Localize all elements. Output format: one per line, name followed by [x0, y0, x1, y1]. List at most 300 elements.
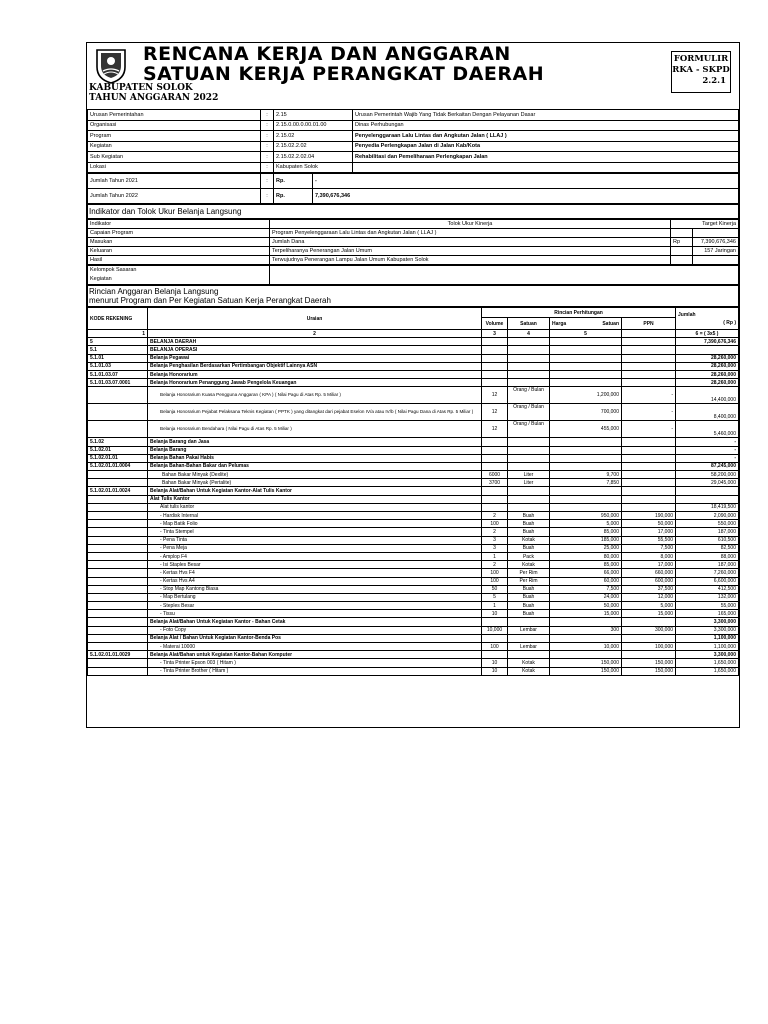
- jumlah-cell: 187,000: [676, 561, 739, 569]
- uraian-cell: Bahan Bakar Minyak (Pertalite): [148, 479, 482, 487]
- volume-cell: 2: [482, 528, 508, 536]
- tolok-ukur-value: Program Penyelenggaraan Lalu Lintas dan Angkutan Jalan ( LLAJ ): [270, 229, 671, 238]
- volume-cell: 2: [482, 561, 508, 569]
- ppn-cell: [622, 634, 676, 642]
- rincian-title-2: menurut Program dan Per Kegiatan Satuan Kerja Perangkat Daerah: [89, 296, 331, 305]
- kode-rekening-cell: [88, 479, 148, 487]
- uraian-cell: Belanja Honorarium Pejabat Pelaksana Teknis Kegiatan ( PPTK ) yang ditangkat dari pejabat Eselon IV/a atau IV/b ( Nilai Pagu Dana di Atas Rp. 5 Miliar ): [148, 404, 482, 421]
- satuan-cell: Liter: [508, 471, 550, 479]
- satuan-cell: Buah: [508, 544, 550, 552]
- table-row: [88, 610, 739, 618]
- col-number-6: 6 = ( 3x5 ): [676, 330, 739, 338]
- harga-satuan-cell: [550, 618, 622, 626]
- kode-rekening-cell: [88, 643, 148, 651]
- satuan-cell: Orang / Bulan: [508, 421, 550, 438]
- jumlah-currency: Rp.: [274, 189, 313, 204]
- satuan-cell: Kotak: [508, 561, 550, 569]
- harga-satuan-cell: 185,000: [550, 536, 622, 544]
- kode-rekening-cell: [88, 610, 148, 618]
- uraian-cell: - Pena Meja: [148, 544, 482, 552]
- indikator-section: [87, 204, 739, 219]
- jumlah-cell: 28,260,000: [676, 362, 739, 370]
- table-row: [88, 626, 739, 634]
- satuan-cell: Buah: [508, 593, 550, 601]
- uraian-cell: - Map Bertulang: [148, 593, 482, 601]
- title-line-1: RENCANA KERJA DAN ANGGARAN: [143, 43, 511, 65]
- info-table: [87, 109, 739, 173]
- satuan-cell: Buah: [508, 610, 550, 618]
- table-row: [88, 454, 739, 462]
- harga-satuan-cell: 66,000: [550, 569, 622, 577]
- jumlah-cell: 610,500: [676, 536, 739, 544]
- tolok-ukur-value: Jumlah Dana: [270, 238, 671, 247]
- kode-rekening-cell: [88, 634, 148, 642]
- volume-cell: 5: [482, 593, 508, 601]
- uraian-cell: - Map Batik Folio: [148, 520, 482, 528]
- indikator-section-title: Indikator dan Tolok Ukur Belanja Langsung: [88, 205, 739, 219]
- volume-cell: 3: [482, 536, 508, 544]
- target-value: [693, 229, 739, 238]
- target-value: 7,390,676,346: [693, 238, 739, 247]
- indikator-label: Keluaran: [88, 247, 270, 256]
- info-description: Penyelenggaraan Lalu Lintas dan Angkutan Jalan ( LLAJ ): [353, 131, 739, 142]
- uraian-cell: Belanja Alat/Bahan Untuk Kegiatan Kantor-Alat Tulis Kantor: [148, 487, 482, 495]
- kode-rekening-cell: [88, 528, 148, 536]
- table-row: [88, 618, 739, 626]
- table-row: [88, 479, 739, 487]
- harga-satuan-cell: 300: [550, 626, 622, 634]
- volume-cell: 10: [482, 667, 508, 675]
- indikator-col-header: Indikator: [88, 220, 270, 229]
- form-type: RKA - SKPD: [672, 65, 730, 75]
- tolok-ukur-value: Terpeliharanya Penerangan Jalan Umum: [270, 247, 671, 256]
- table-row: [88, 446, 739, 454]
- jumlah-cell: 3,300,000: [676, 651, 739, 659]
- kode-rekening-cell: [88, 536, 148, 544]
- volume-cell: [482, 495, 508, 503]
- harga-satuan-cell: 150,000: [550, 667, 622, 675]
- satuan-header: Satuan: [508, 318, 550, 330]
- ppn-cell: 50,000: [622, 520, 676, 528]
- ppn-cell: 5,000: [622, 602, 676, 610]
- info-row: [88, 162, 739, 173]
- uraian-cell: - Steples Besar: [148, 602, 482, 610]
- ppn-cell: [622, 446, 676, 454]
- jumlah-cell: 1,650,000: [676, 659, 739, 667]
- jumlah-cell: 28,260,000: [676, 370, 739, 378]
- jumlah-header-label: Jumlah: [678, 311, 696, 318]
- satuan-cell: Buah: [508, 528, 550, 536]
- satuan-cell: Pack: [508, 552, 550, 560]
- uraian-cell: BELANJA OPERASI: [148, 346, 482, 354]
- table-row: [88, 667, 739, 675]
- info-row: [88, 110, 739, 121]
- info-row: [88, 152, 739, 163]
- harga-satuan-cell: [550, 370, 622, 378]
- volume-cell: 100: [482, 520, 508, 528]
- satuan-cell: [508, 651, 550, 659]
- table-row: [88, 404, 739, 421]
- uraian-cell: BELANJA DAERAH: [148, 338, 482, 346]
- uraian-cell: - Tinta Stempel: [148, 528, 482, 536]
- kode-rekening-cell: [88, 585, 148, 593]
- ppn-cell: [622, 618, 676, 626]
- info-label: Lokasi: [88, 162, 261, 173]
- jumlah-cell: -: [676, 446, 739, 454]
- ppn-cell: [622, 495, 676, 503]
- kode-rekening-cell: [88, 520, 148, 528]
- volume-cell: 1: [482, 552, 508, 560]
- volume-cell: [482, 634, 508, 642]
- harga-satuan-cell: 700,000: [550, 404, 622, 421]
- table-row: [88, 346, 739, 354]
- form-number: 2.2.1: [702, 76, 726, 86]
- ppn-cell: [622, 354, 676, 362]
- uraian-cell: Belanja Honorarium Kuasa Pengguna Anggaran ( KPA ) ( Nilai Pagu di Atas Rp. 5 Miliar ): [148, 387, 482, 404]
- info-code: 2.15.02.2.02.04: [274, 152, 353, 163]
- table-row: [88, 503, 739, 511]
- info-colon: :: [261, 141, 274, 152]
- satuan-cell: Lembar: [508, 643, 550, 651]
- ppn-cell: [622, 370, 676, 378]
- uraian-cell: Belanja Pegawai: [148, 354, 482, 362]
- satuan-cell: Kotak: [508, 536, 550, 544]
- volume-cell: 100: [482, 569, 508, 577]
- satuan-cell: [508, 634, 550, 642]
- uraian-cell: Belanja Barang: [148, 446, 482, 454]
- indikator-row: [88, 256, 739, 265]
- uraian-cell: - Amplop F4: [148, 552, 482, 560]
- jumlah-header: [676, 308, 739, 330]
- kode-rekening-cell: [88, 667, 148, 675]
- satuan-cell: Kotak: [508, 667, 550, 675]
- volume-cell: 100: [482, 643, 508, 651]
- uraian-cell: Belanja Alat / Bahan Untuk Kegiatan Kantor-Benda Pos: [148, 634, 482, 642]
- volume-cell: 12: [482, 421, 508, 438]
- volume-cell: 6000: [482, 471, 508, 479]
- uraian-header: Uraian: [148, 308, 482, 330]
- volume-cell: [482, 338, 508, 346]
- harga-satuan-cell: 24,000: [550, 593, 622, 601]
- kode-rekening-cell: [88, 577, 148, 585]
- uraian-cell: Belanja Honorarium Penanggung Jawab Pengelola Keuangan: [148, 379, 482, 387]
- jumlah-cell: 1,100,000: [676, 634, 739, 642]
- jumlah-cell: -: [676, 438, 739, 446]
- volume-cell: 50: [482, 585, 508, 593]
- ppn-cell: 17,000: [622, 561, 676, 569]
- kode-rekening-cell: [88, 512, 148, 520]
- target-currency: Rp: [671, 238, 693, 247]
- document-header: [87, 43, 739, 85]
- volume-cell: [482, 651, 508, 659]
- satuan-cell: Orang / Bulan: [508, 387, 550, 404]
- uraian-cell: Belanja Alat/Bahan untuk Kegiatan Kantor-Bahan Komputer: [148, 651, 482, 659]
- jumlah-cell: 2,090,000: [676, 512, 739, 520]
- kode-rekening-cell: 5: [88, 338, 148, 346]
- kode-rekening-cell: [88, 552, 148, 560]
- kode-rekening-cell: 5.1.01.03.07.0001: [88, 379, 148, 387]
- harga-satuan-cell: [550, 446, 622, 454]
- col-number-1: 1: [88, 330, 148, 338]
- volume-cell: [482, 462, 508, 470]
- harga-satuan-cell: 455,000: [550, 421, 622, 438]
- jumlah-cell: [676, 487, 739, 495]
- satuan-cell: Per Rim: [508, 569, 550, 577]
- harga-satuan-cell: 1,200,000: [550, 387, 622, 404]
- form-label: FORMULIR: [673, 54, 729, 64]
- harga-satuan-cell: 5,000: [550, 520, 622, 528]
- target-value: 157 Jaringan: [693, 247, 739, 256]
- jumlah-colon: :: [261, 174, 274, 189]
- kode-rekening-cell: [88, 421, 148, 438]
- ppn-cell: 660,000: [622, 569, 676, 577]
- info-description: Dinas Perhubungan: [353, 120, 739, 131]
- table-row: [88, 338, 739, 346]
- volume-cell: 10,000: [482, 626, 508, 634]
- satuan-cell: [508, 346, 550, 354]
- ppn-cell: [622, 338, 676, 346]
- kode-rekening-cell: [88, 503, 148, 511]
- jumlah-row: [88, 189, 739, 204]
- uraian-cell: Alat Tulis Kantor: [148, 495, 482, 503]
- info-row: [88, 141, 739, 152]
- satuan-cell: [508, 370, 550, 378]
- region-block: [87, 85, 739, 109]
- satuan-cell: [508, 362, 550, 370]
- ppn-cell: -: [622, 421, 676, 438]
- jumlah-cell: 82,500: [676, 544, 739, 552]
- uraian-cell: Belanja Honorarium Bendahara ( Nilai Pagu di Atas Rp. 5 Miliar ): [148, 421, 482, 438]
- kabupaten-label: KABUPATEN SOLOK: [89, 83, 193, 93]
- info-colon: :: [261, 162, 274, 173]
- satuan-cell: Buah: [508, 512, 550, 520]
- jumlah-label: Jumlah Tahun 2022: [88, 189, 261, 204]
- volume-cell: [482, 438, 508, 446]
- harga-satuan-cell: 60,000: [550, 577, 622, 585]
- kode-rekening-cell: 5.1.02: [88, 438, 148, 446]
- info-label: Kegiatan: [88, 141, 261, 152]
- info-row: [88, 131, 739, 142]
- satuan-cell: Orang / Bulan: [508, 404, 550, 421]
- harga-satuan-cell: 10,000: [550, 643, 622, 651]
- satuan-cell: [508, 618, 550, 626]
- target-value: [693, 256, 739, 265]
- harga-satuan-cell: 9,700: [550, 471, 622, 479]
- kode-rekening-cell: [88, 561, 148, 569]
- ppn-cell: [622, 503, 676, 511]
- harga-satuan-cell: [550, 346, 622, 354]
- jumlah-cell: 87,245,000: [676, 462, 739, 470]
- info-colon: :: [261, 120, 274, 131]
- harga-satuan-cell: [550, 454, 622, 462]
- harga-satuan-cell: 15,000: [550, 610, 622, 618]
- target-kinerja-col-header: Target Kinerja: [671, 220, 739, 229]
- table-row: [88, 602, 739, 610]
- ppn-cell: 600,000: [622, 577, 676, 585]
- info-code: 2.15.02: [274, 131, 353, 142]
- ppn-cell: 150,000: [622, 659, 676, 667]
- kode-rekening-cell: 5.1.01.03.07: [88, 370, 148, 378]
- jumlah-cell: 8,400,000: [676, 404, 739, 421]
- kode-rekening-cell: 5.1.02.01.01: [88, 454, 148, 462]
- jumlah-cell: 6,600,000: [676, 577, 739, 585]
- ppn-cell: [622, 346, 676, 354]
- table-row: [88, 471, 739, 479]
- info-label: Program: [88, 131, 261, 142]
- info-description: [353, 162, 739, 173]
- uraian-cell: - Hardisk Internal: [148, 512, 482, 520]
- info-code: Kabupaten Solok: [274, 162, 353, 173]
- volume-cell: [482, 454, 508, 462]
- kode-rekening-header: KODE REKENING: [88, 308, 148, 330]
- ppn-cell: [622, 479, 676, 487]
- info-code: 2.15.02.2.02: [274, 141, 353, 152]
- kode-rekening-cell: [88, 659, 148, 667]
- ppn-cell: [622, 487, 676, 495]
- satuan-cell: Per Rim: [508, 577, 550, 585]
- ppn-cell: 37,500: [622, 585, 676, 593]
- harga-satuan-cell: 85,000: [550, 561, 622, 569]
- ppn-header: PPN: [622, 318, 676, 330]
- volume-cell: 10: [482, 659, 508, 667]
- harga-satuan-header: [550, 318, 622, 330]
- uraian-cell: Belanja Alat/Bahan Untuk Kegiatan Kantor - Bahan Cetak: [148, 618, 482, 626]
- volume-header: Volume: [482, 318, 508, 330]
- jumlah-cell: 550,000: [676, 520, 739, 528]
- jumlah-cell: 5,460,000: [676, 421, 739, 438]
- table-row: [88, 379, 739, 387]
- volume-cell: 2: [482, 512, 508, 520]
- jumlah-cell: 18,419,500: [676, 503, 739, 511]
- uraian-cell: Alat tulis kantor: [148, 503, 482, 511]
- uraian-cell: - Pena Tinta: [148, 536, 482, 544]
- kelompok-sasaran-label: Kelompok Sasaran: [90, 267, 137, 273]
- info-code: 2.15.0.00.0.00.01.00: [274, 120, 353, 131]
- info-colon: :: [261, 152, 274, 163]
- table-row: [88, 634, 739, 642]
- ppn-cell: 12,000: [622, 593, 676, 601]
- kode-rekening-cell: 5.1.01.03: [88, 362, 148, 370]
- jumlah-cell: 28,260,000: [676, 379, 739, 387]
- kode-rekening-cell: [88, 626, 148, 634]
- uraian-cell: - Stop Map Kantong Biasa: [148, 585, 482, 593]
- kode-rekening-cell: 5.1.01: [88, 354, 148, 362]
- uraian-cell: Belanja Honorarium: [148, 370, 482, 378]
- tahun-anggaran-label: TAHUN ANGGARAN 2022: [89, 93, 219, 103]
- info-colon: :: [261, 110, 274, 121]
- kode-rekening-cell: 5.1.02.01.01.0004: [88, 462, 148, 470]
- harga-satuan-cell: [550, 362, 622, 370]
- kode-rekening-cell: [88, 387, 148, 404]
- harga-satuan-cell: [550, 379, 622, 387]
- regency-emblem-icon: [93, 47, 129, 85]
- harga-satuan-cell: 7,500: [550, 585, 622, 593]
- ppn-cell: [622, 651, 676, 659]
- volume-cell: [482, 346, 508, 354]
- jumlah-cell: [676, 346, 739, 354]
- ppn-cell: 8,000: [622, 552, 676, 560]
- table-row: [88, 520, 739, 528]
- table-row: [88, 362, 739, 370]
- satuan-cell: [508, 438, 550, 446]
- table-row: [88, 495, 739, 503]
- target-currency: [671, 229, 693, 238]
- rincian-section: [87, 285, 739, 307]
- jumlah-label: Jumlah Tahun 2021: [88, 174, 261, 189]
- volume-cell: [482, 618, 508, 626]
- jumlah-cell: -: [676, 454, 739, 462]
- table-row: [88, 593, 739, 601]
- jumlah-value: 7,390,676,346: [313, 189, 739, 204]
- info-description: Penyedia Perlengkapan Jalan di Jalan Kab/Kota: [353, 141, 739, 152]
- jumlah-value: -: [313, 174, 739, 189]
- jumlah-cell: 58,200,000: [676, 471, 739, 479]
- harga-satuan-cell: [550, 338, 622, 346]
- ppn-cell: 55,500: [622, 536, 676, 544]
- uraian-cell: Belanja Bahan Pakai Habis: [148, 454, 482, 462]
- jumlah-colon: :: [261, 189, 274, 204]
- volume-cell: 3700: [482, 479, 508, 487]
- info-colon: :: [261, 131, 274, 142]
- ppn-cell: [622, 362, 676, 370]
- satuan-cell: Buah: [508, 520, 550, 528]
- uraian-cell: - Kertas Hvs F4: [148, 569, 482, 577]
- uraian-cell: - Foto Copy: [148, 626, 482, 634]
- ppn-cell: 17,000: [622, 528, 676, 536]
- jumlah-currency: Rp.: [274, 174, 313, 189]
- kelompok-sasaran-table: [87, 265, 739, 285]
- harga-satuan-cell: 80,000: [550, 552, 622, 560]
- table-row: [88, 577, 739, 585]
- jumlah-cell: 412,500: [676, 585, 739, 593]
- satuan-cell: [508, 354, 550, 362]
- table-row: [88, 370, 739, 378]
- ppn-cell: 300,000: [622, 626, 676, 634]
- jumlah-cell: 3,300,000: [676, 626, 739, 634]
- col-number-5: 5: [550, 330, 622, 338]
- harga-satuan-cell: 950,000: [550, 512, 622, 520]
- ppn-cell: [622, 462, 676, 470]
- volume-cell: [482, 354, 508, 362]
- indikator-row: [88, 238, 739, 247]
- info-label: Sub Kegiatan: [88, 152, 261, 163]
- document-title: [143, 45, 544, 84]
- jumlah-header-unit: ( Rp ): [723, 319, 736, 326]
- ppn-cell: 15,000: [622, 610, 676, 618]
- uraian-cell: Belanja Bahan-Bahan Bakar dan Pelumas: [148, 462, 482, 470]
- kode-rekening-cell: [88, 618, 148, 626]
- title-line-2: SATUAN KERJA PERANGKAT DAERAH: [143, 63, 545, 85]
- satuan-cell: [508, 454, 550, 462]
- uraian-cell: Belanja Barang dan Jasa: [148, 438, 482, 446]
- volume-cell: [482, 362, 508, 370]
- indikator-table: [87, 219, 739, 265]
- jumlah-cell: 55,000: [676, 602, 739, 610]
- uraian-cell: Belanja Penghasilan Berdasarkan Pertimbangan Objektif Lainnya ASN: [148, 362, 482, 370]
- volume-cell: 100: [482, 577, 508, 585]
- jumlah-cell: 88,000: [676, 552, 739, 560]
- jumlah-cell: 132,000: [676, 593, 739, 601]
- harga-satuan-cell: [550, 438, 622, 446]
- harga-satuan-cell: [550, 503, 622, 511]
- rincian-table: [87, 307, 739, 676]
- jumlah-cell: 165,000: [676, 610, 739, 618]
- kode-rekening-cell: 5.1.02.01: [88, 446, 148, 454]
- ppn-cell: [622, 379, 676, 387]
- table-row: [88, 528, 739, 536]
- satuan-cell: [508, 462, 550, 470]
- ppn-cell: 190,000: [622, 512, 676, 520]
